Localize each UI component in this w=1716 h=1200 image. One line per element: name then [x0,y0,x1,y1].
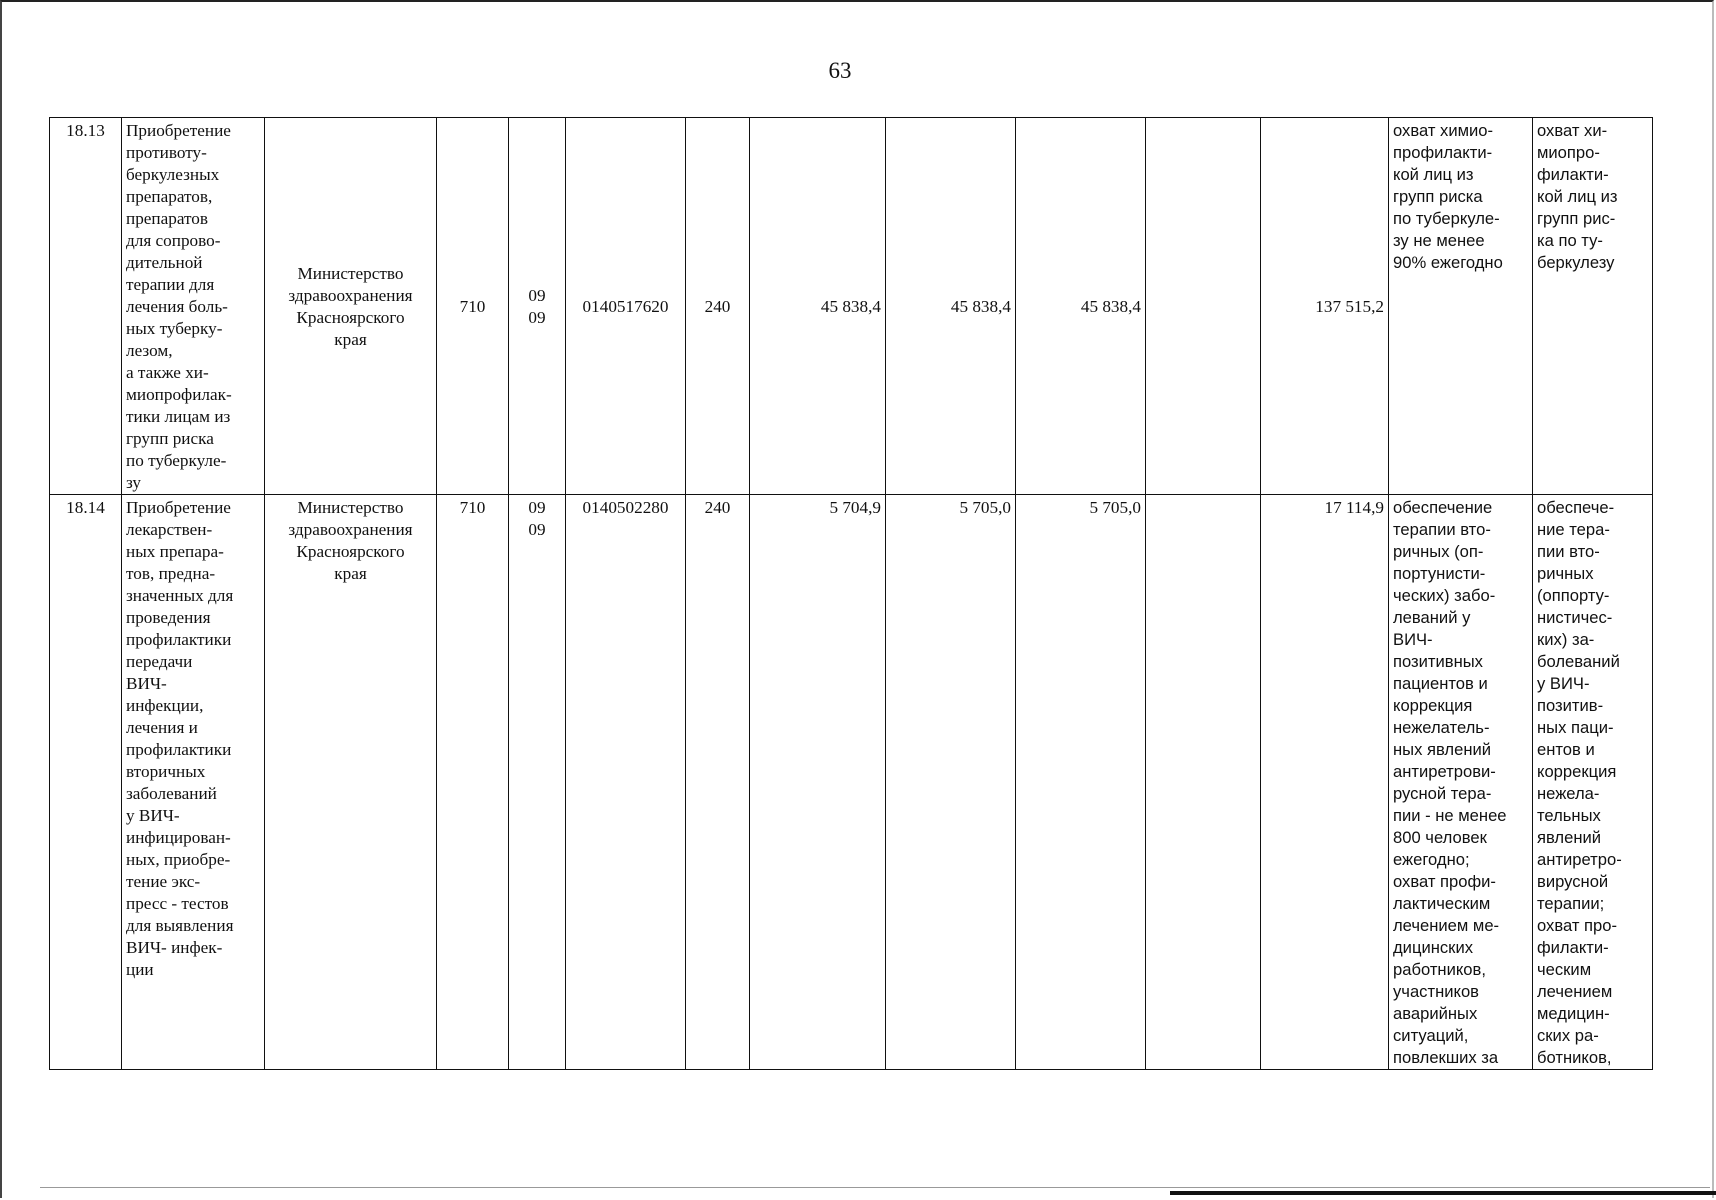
year1-amount: 45 838,4 [750,118,886,495]
section-code: 09 09 [509,495,566,1070]
budget-holder: Министерство здравоохранения Красноярского края [265,495,437,1070]
expense-type-code: 240 [686,118,750,495]
year4-amount [1146,118,1261,495]
expected-result-short: обеспече- ние тера- пии вто- ричных (оппорту- нистичес- ких) за- болеваний у ВИЧ- позитив- ных паци- ентов и коррекция нежела- тельных явлений антиретро- вирусной терапии; охват про- филакти- ческим лечением медицин- ских ра- ботников, [1533,495,1653,1070]
year4-amount [1146,495,1261,1070]
measure-name: Приобретение лекарствен- ных препара- тов, предна- значенных для проведения профилактики передачи ВИЧ- инфекции, лечения и профилактики вторичных заболеваний у ВИЧ- инфицирован- ных, приобре- тение экс- пресс - тестов для выявления ВИЧ- инфек- ции [122,495,265,1070]
target-article-code: 0140517620 [566,118,686,495]
year1-amount: 5 704,9 [750,495,886,1070]
grbs-code: 710 [437,495,509,1070]
page-number: 63 [828,58,852,83]
table-row [50,118,1653,495]
budget-holder: Министерство здравоохранения Красноярского края [265,118,437,495]
expected-result: охват химио- профилакти- кой лиц из групп риска по туберкуле- зу не менее 90% ежегодно [1389,118,1533,495]
table-row [50,495,1653,1070]
program-measures-table [49,117,1653,1070]
target-article-code: 0140502280 [566,495,686,1070]
year2-amount: 5 705,0 [886,495,1016,1070]
section-code: 09 09 [509,118,566,495]
year2-amount: 45 838,4 [886,118,1016,495]
expense-type-code: 240 [686,495,750,1070]
year3-amount: 5 705,0 [1016,495,1146,1070]
row-number: 18.13 [50,118,122,495]
footer-rule [40,1187,1710,1188]
total-amount: 137 515,2 [1261,118,1389,495]
expected-result-short: охват хи- миопро- филакти- кой лиц из групп рис- ка по ту- беркулезу [1533,118,1653,495]
total-amount: 17 114,9 [1261,495,1389,1070]
footer-rule-bold [1170,1191,1716,1195]
grbs-code: 710 [437,118,509,495]
expected-result: обеспечение терапии вто- ричных (оп- портунисти- ческих) забо- леваний у ВИЧ- позитивных пациентов и коррекция нежелатель- ных явлений антиретрови- русной тера- пии - не менее 800 человек ежегодно; охват профи- лактическим лечением ме- дицинских работников, участников аварийных ситуаций, повлекших за [1389,495,1533,1070]
year3-amount: 45 838,4 [1016,118,1146,495]
row-number: 18.14 [50,495,122,1070]
measure-name: Приобретение противоту- беркулезных препаратов, препаратов для сопрово- дительной терапии для лечения боль- ных туберку- лезом, а также хи- миопрофилак- тики лицам из групп риска по туберкуле- зу [122,118,265,495]
